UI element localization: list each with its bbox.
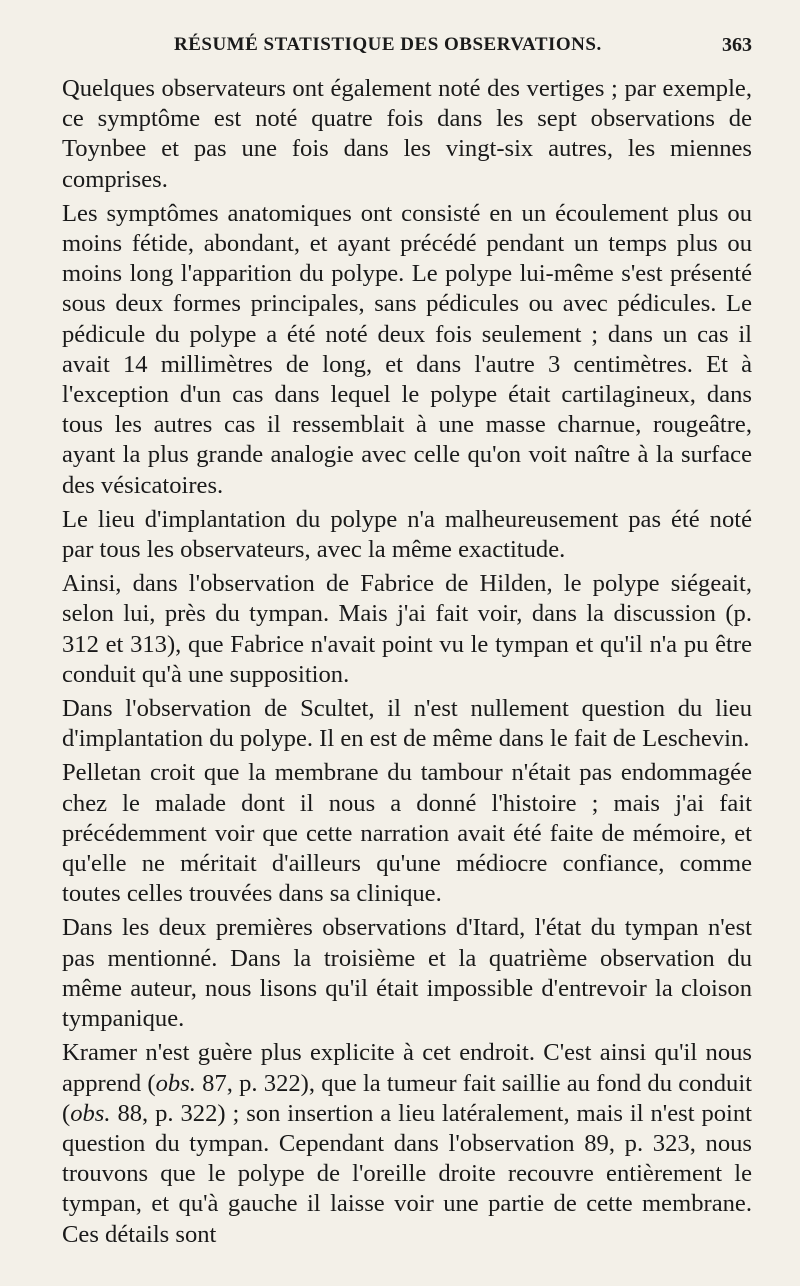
kramer-text-2: 87, p. 322), que la tumeur fait saillie au fond du conduit (: [62, 1069, 752, 1127]
kramer-text-1: Kramer n'est guère plus explicite à cet endroit. C'est ainsi qu'il nous apprend (: [62, 1039, 752, 1097]
running-title: RÉSUMÉ STATISTIQUE DES OBSERVATIONS.: [174, 34, 602, 55]
kramer-obs-2: obs.: [70, 1099, 111, 1127]
paragraph-vertiges: Quelques observateurs ont également noté des vertiges ; par exemple, ce symptôme est noté quatre fois dans les sept observations de Toynbee et pas une fois dans les vingt-six autres, les miennes comprises.: [62, 75, 752, 193]
paragraph-lieu-implantation: Le lieu d'implantation du polype n'a malheureusement pas été noté par tous les observateurs, avec la même exactitude.: [62, 505, 752, 564]
kramer-obs-1: obs.: [155, 1069, 196, 1097]
paragraph-symptomes-anatomiques: Les symptômes anatomiques ont consisté en un écoulement plus ou moins fétide, abondant, et ayant précédé pendant un temps plus ou moins long l'apparition du polype. Le polype lui-même s'est présenté sous deux formes principales, sans pédicules ou avec pédicules. Le pédicule du polype a été noté deux fois seulement ; dans un cas il avait 14 millimètres de long, et dans l'autre 3 centimètres. Et à l'exception d'un cas dans lequel le polype était cartilagineux, dans tous les autres cas il ressemblait à une masse charnue, rougeâtre, ayant la plus grande analogie avec celle qu'on voit naître à la surface des vésicatoires.: [62, 199, 752, 499]
paragraph-pelletan: Pelletan croit que la membrane du tambour n'était pas endommagée chez le malade dont il nous a donné l'histoire ; mais j'ai fait précédemment voir que cette narration avait été faite de mémoire, et qu'elle ne méritait d'ailleurs qu'une médiocre confiance, comme toutes celles trouvées dans sa clinique.: [62, 759, 752, 908]
paragraph-fabrice-de-hilden: Ainsi, dans l'observation de Fabrice de Hilden, le polype siégeait, selon lui, près du tympan. Mais j'ai fait voir, dans la discussion (p. 312 et 313), que Fabrice n'avait point vu le tympan et qu'il n'a pu être conduit qu'à une supposition.: [62, 570, 752, 688]
body-text: [62, 74, 752, 1250]
paragraph-itard: Dans les deux premières observations d'Itard, l'état du tympan n'est pas mentionné. Dans la troisième et la quatrième observation du même auteur, nous lisons qu'il était impossible d'entrevoir la cloison tympanique.: [62, 914, 752, 1033]
paragraph-kramer: [62, 1038, 752, 1249]
running-head: [62, 34, 752, 74]
page-number: 363: [722, 34, 752, 56]
kramer-text-3: 88, p. 322) ; son insertion a lieu latéralement, mais il n'est point question du tympan. Cependant dans l'observation 89, p. 323, nous trouvons que le polype de l'oreille droite recouvre entièrement le tympan, et qu'à gauche il laisse voir une partie de cette membrane. Ces détails sont: [62, 1099, 752, 1248]
paragraph-scultet: Dans l'observation de Scultet, il n'est nullement question du lieu d'implantation du polype. Il en est de même dans le fait de Leschevin.: [62, 695, 752, 753]
